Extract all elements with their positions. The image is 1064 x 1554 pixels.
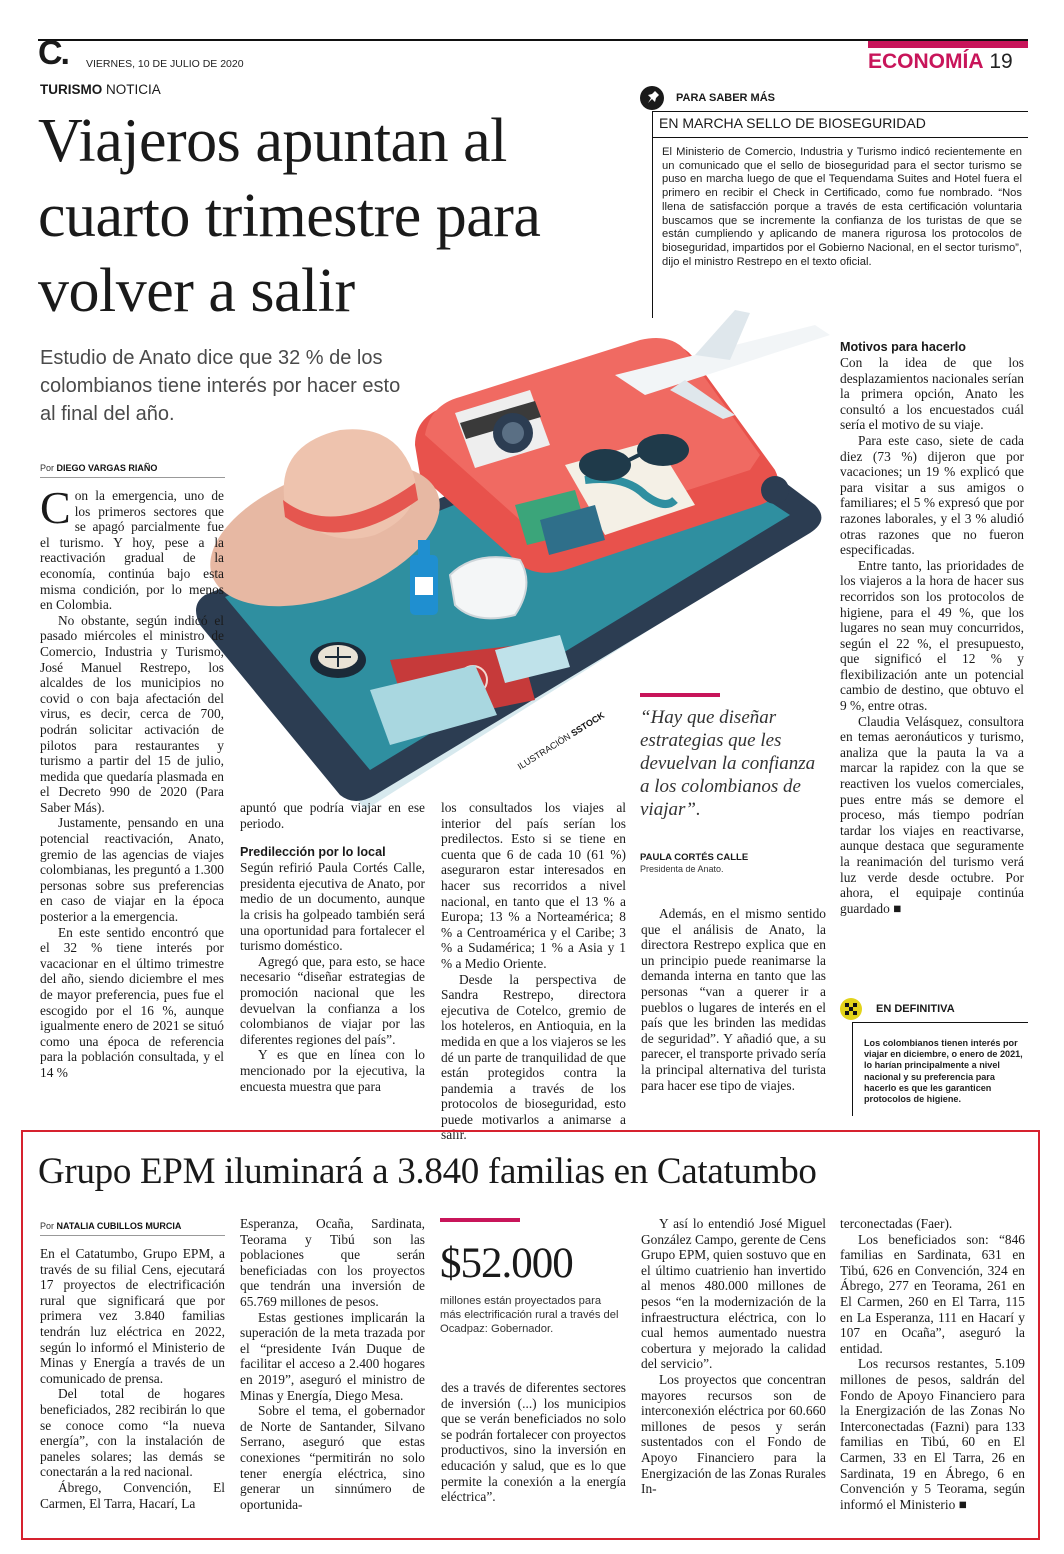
article2-col3-p1: des a través de diferentes sectores de inversión (...) los municipios que se verán beneficiados no solo se podrán fortalecer con proyectos productivos, sino la inversión en educación y salud, que es lo que permite la conexión a la energía eléctrica”. — [441, 1380, 626, 1505]
kicker-bold: TURISMO — [40, 82, 103, 97]
figure-rule — [440, 1218, 520, 1222]
para-saber-mas-box — [640, 86, 1028, 318]
byline-prefix: Por — [40, 463, 55, 473]
quote-author: PAULA CORTÉS CALLE — [640, 852, 749, 863]
article1-col4 — [641, 906, 826, 1093]
article1-col5-subhead: Motivos para hacerlo — [840, 340, 966, 354]
article1-col2-lead: apuntó que podría viajar en ese periodo. — [240, 800, 425, 831]
article2-col1-p1: En el Catatumbo, Grupo EPM, a través de su filial Cens, ejecutará 17 proyectos de electrificación rural que significará que por primera vez 3.840 familias tendrán luz eléctrica en 2022, según lo informó el Ministerio de Minas y Energía a través de un comunicado de prensa. — [40, 1246, 225, 1386]
article2-col5-p2: Los beneficiados son: “846 familias en Sardinata, 631 en Tibú, 626 en Convención, 324 en Ábrego, 277 en Teorama, 261 en El Carmen, 260 en El Tarra, 115 en La Esperanza, 111 en Hacarí y 107 en Ocaña”, aseguró la entidad. — [840, 1231, 1025, 1356]
article1-col2-p2: Agregó que, para esto, se hace necesario “diseñar estrategias de promoción nacional que les devuelvan la confianza a los colombianos de viajar por las diferentes regiones del país”. — [240, 953, 425, 1047]
definitiva-label: EN DEFINITIVA — [876, 1003, 955, 1015]
article1-col4-p1: Además, en el mismo sentido que el análisis de Anato, la directora Restrepo explica que en un principio puede reanimarse la demanda interna en tanto que las personas “van a querer ir a pueblos o lugares de interés en el país que les brinden las medidas de seguridad”. Y añadió que, a su parecer, el transporte privado sería la principal alternativa del turista para hacer ese tipo de viajes. — [641, 906, 826, 1093]
figure-value: $52.000 — [440, 1240, 573, 1287]
article2-col2-p3: Sobre el tema, el gobernador de Norte de Santander, Silvano Serrano, aseguró que estas conexiones “permitirán no solo tener energía eléctrica, sino generar un sinnúmero de oportunida- — [240, 1403, 425, 1512]
article1-col2 — [240, 800, 425, 1094]
sidebar-rule-2 — [652, 137, 1028, 138]
sidebar-vline — [652, 111, 653, 318]
dropcap: C — [40, 482, 71, 533]
article2-col1 — [40, 1246, 225, 1511]
figure-caption: millones están proyectados para más electrificación rural a través del Ocadpaz: Gobernador. — [440, 1295, 619, 1335]
kicker — [40, 82, 161, 97]
article2-col4-p1: Y así lo entendió José Miguel González Campo, gerente de Cens Grupo EPM, quien sostuvo que en el último cuatrienio han invertido al menos 480.000 millones de pesos “en la modernización de la infraestructura eléctrica, con lo cual hemos aumentado nuestra cobertura y mejorado la calidad del servicio”. — [641, 1216, 826, 1372]
section-bar — [868, 41, 1028, 48]
article2-col5-p3: Los recursos restantes, 5.109 millones de pesos, saldrán del Fondo de Apoyo Financiero para la Energización de las Zonas No Interconectadas (Fazni) para 133 familias en Tibú, 60 en El Carmen, 33 en El Tarra, 26 en Sardinata, 19 en Ábrego, 6 en Convención y 5 Teorama, según informó el Ministerio ■ — [840, 1356, 1025, 1512]
article1-col3-p2: Desde la perspectiva de Sandra Restrepo, directora ejecutiva de Cotelco, gremio de los hoteleros, en Antioquia, en la medida en que a los viajeros se les dé un parte de tranquilidad de que están protegidos contra la pandemia a través de los protocolos de bioseguridad, esto puede motivarlos a animarse a salir. — [441, 971, 626, 1143]
article1-col3 — [441, 800, 626, 1143]
issue-date: VIERNES, 10 DE JULIO DE 2020 — [86, 58, 244, 70]
byline-author: DIEGO VARGAS RIAÑO — [56, 463, 158, 473]
article2-col4 — [641, 1216, 826, 1497]
article1-col1-p1: Con la emergencia, uno de los primeros sectores que se apagó parcialmente fue el turismo. Y hoy, pese a la reactivación gradual de la economía, continúa bajo esta misma condición, por lo menos en Colombia. — [40, 482, 224, 613]
en-definitiva-box — [840, 998, 1028, 1116]
article2-col2-p1: Esperanza, Ocaña, Sardinata, Teorama y Tibú son las poblaciones que serán beneficiadas con los proyectos que tendrán una inversión de 65.769 millones de pesos. — [240, 1216, 425, 1309]
byline2-prefix: Por — [40, 1221, 55, 1231]
para-saber-mas-label: PARA SABER MÁS — [676, 92, 776, 104]
article1-col2-p1: Según refirió Paula Cortés Calle, presidenta ejecutiva de Anato, por medio de un documento, aunque la crisis ha golpeado también será una oportunidad para fortalecer el turismo doméstico. — [240, 860, 425, 954]
compass-icon — [310, 642, 366, 678]
definitiva-vline — [852, 1022, 853, 1116]
byline2-author: NATALIA CUBILLOS MURCIA — [56, 1221, 182, 1231]
face-mask-icon — [450, 557, 526, 618]
article1-col2-p3: Y es que en línea con lo mencionado por la ejecutiva, la encuesta muestra que para — [240, 1047, 425, 1094]
sidebar-rule — [652, 111, 1028, 112]
article1-col5-p4: Claudia Velásquez, consultora en temas aeronáuticos y turismo, analiza que la pauta la va a marcar la rapidez con la que se reactiven los vuelos comerciales, pues entre más se demore el proceso, más tiempo podrían tardar los viajes en reactivarse, aunque destaca que seguramente la reanimación del turismo verá luz verde desde octubre. Por ahora, el equipaje continúa guardado ■ — [840, 713, 1024, 916]
article2-col1-p2: Del total de hogares beneficiados, 282 recibirán lo que se conoce como “la nueva energía”, con la instalación de paneles solares; las demás se conectarán a la red nacional. — [40, 1386, 225, 1480]
quote-role: Presidenta de Anato. — [640, 864, 724, 874]
article2-col5-p1: terconectadas (Faer). — [840, 1216, 953, 1231]
article1-col5-p2: Para este caso, siete de cada diez (73 %) dijeron que por vacaciones; un 19 % explicó que para visitar a sus amigos o familiares; el 5 % expresó que por razones laborales, y el 3 % aludió otras razones que no fueron especificadas. — [840, 432, 1024, 558]
kicker-type: NOTICIA — [106, 82, 161, 97]
article1-col5 — [840, 340, 1024, 916]
definitiva-body: Los colombianos tienen interés por viajar en diciembre, o enero de 2021, lo harían principalmente a nivel nacional y su preferencia para hacerlo es que les garanticen protocolos de higiene. — [864, 1038, 1023, 1105]
article2-col5 — [840, 1216, 1025, 1512]
article2-headline: Grupo EPM iluminará a 3.840 familias en Catatumbo — [38, 1151, 817, 1192]
article1-col5-p1: Con la idea de que los desplazamientos nacionales serían la primera opción, Anato les consultó a los encuestados cuál sería el motivo de su viaje. — [840, 355, 1024, 433]
section-label — [868, 50, 1013, 74]
article1-subtitle: Estudio de Anato dice que 32 % de los colombianos tiene interés por hacer esto al final del año. — [40, 347, 401, 425]
sidebar-body: El Ministerio de Comercio, Industria y Turismo indicó recientemente en un comunicado que el sello de bioseguridad para el sector turismo se puso en marcha luego de que el Tequendama Suites and Hotel fuera el primero en recibir el Check in Certificado, como fue nombrado. “Nos llena de satisfacción porque a través de esta certificación voluntaria buscamos que se incremente la confianza de los turistas de que se están cumpliendo y aplicando de manera rigurosa los protocolos de bioseguridad, impartidos por el Gobierno Nacional, en el sector turismo”, dijo el ministro Restrepo en el texto oficial. — [662, 146, 1022, 268]
sidebar-title: EN MARCHA SELLO DE BIOSEGURIDAD — [659, 115, 926, 131]
page-number: 19 — [989, 50, 1013, 73]
pin-icon — [640, 86, 664, 110]
article2-col1-p3: Ábrego, Convención, El Carmen, El Tarra, Hacarí, La — [40, 1479, 225, 1511]
article1-col2-subhead: Predilección por lo local — [240, 845, 386, 860]
logo: C. — [38, 34, 68, 72]
article2-col2 — [240, 1216, 425, 1512]
article1-col1-p2: No obstante, según indicó el pasado miércoles el ministro de Comercio, Industria y Turismo, José Manuel Restrepo, los alcaldes de los municipios no covid o con baja afectación del virus, es decir, cerca de 700, podrán solicitar activación de pilotos para restaurantes y turismo a partir del 15 de julio, medida que quedaría plasmada en el Decreto 990 de 2020 (Para Saber Más). — [40, 612, 224, 815]
article1-byline — [40, 463, 157, 473]
article1-col5-p3: Entre tanto, las prioridades de los viajeros a la hora de hacer sus recorridos son los protocolos de higiene, para el 49 %, que los lugares no sean muy concurridos, según el 22 %, el presupuesto, que significó el 12 % y flexibilización ante un potencial cambio de destino, que obtuvo el 9 %, entre otras. — [840, 557, 1024, 714]
section-name: ECONOMÍA — [868, 50, 984, 73]
article2-col4-p2: Los proyectos que concentran mayores recursos son de interconexión eléctrica por 60.660 millones de pesos y serán sustentados con el Fondo de Apoyo Financiero para la Energización de las Zonas Rurales In- — [641, 1371, 826, 1497]
quote-rule — [640, 693, 720, 697]
article1-col3-p1: los consultados los viajes al interior del país serían los predilectos. Esto si se tiene en cuenta que 6 de cada 10 (61 %) aseguraron estar interesados en hacer sus recorridos a nivel nacional, en tanto que el 13 % a Europa; 13 % a Norteamérica; 8 % a Centroamérica y el Caribe; 3 % a Sudamérica; 1 % a Asia y 1 % a Medio Oriente. — [441, 800, 626, 971]
illustration-credit: ILUSTRACIÓN SSTOCK — [515, 710, 607, 772]
article1-col1-p4: En este sentido encontró que el 32 % tiene interés por vacacionar en el último trimestre del año, siendo diciembre el mes de mayor preferencia, pues fue el escogido por el 16 %, aunque igualmente enero de 2021 se situó como una época de referencia para la población consultada, y el 14 % — [40, 924, 224, 1080]
suitcase-wheel — [761, 476, 789, 504]
definitiva-icon — [840, 998, 862, 1020]
article1-col1-p3: Justamente, pensando en una potencial reactivación, Anato, gremio de las agencias de viajes colombianas, les preguntó a 1.300 personas sobre sus preferencias en caso de viajar en la época posterior a la emergencia. — [40, 815, 224, 925]
article2-col2-p2: Estas gestiones implicarán la superación de la meta trazada por el “presidente Iván Duque de facilitar el acceso a 2.400 hogares en 2019”, aseguró el ministro de Minas y Energía, Diego Mesa. — [240, 1309, 425, 1403]
article1-col1 — [40, 482, 224, 1081]
article1-headline: Viajeros apuntan al cuarto trimestre para volver a salir — [38, 107, 541, 325]
byline2-rule — [40, 1235, 225, 1236]
definitiva-rule — [852, 1022, 1028, 1023]
article2-col3 — [441, 1380, 626, 1505]
pull-quote: “Hay que diseñar estrategias que les devuelvan la confianza a los colombianos de viajar”. — [640, 707, 816, 820]
article2-byline — [40, 1221, 181, 1231]
